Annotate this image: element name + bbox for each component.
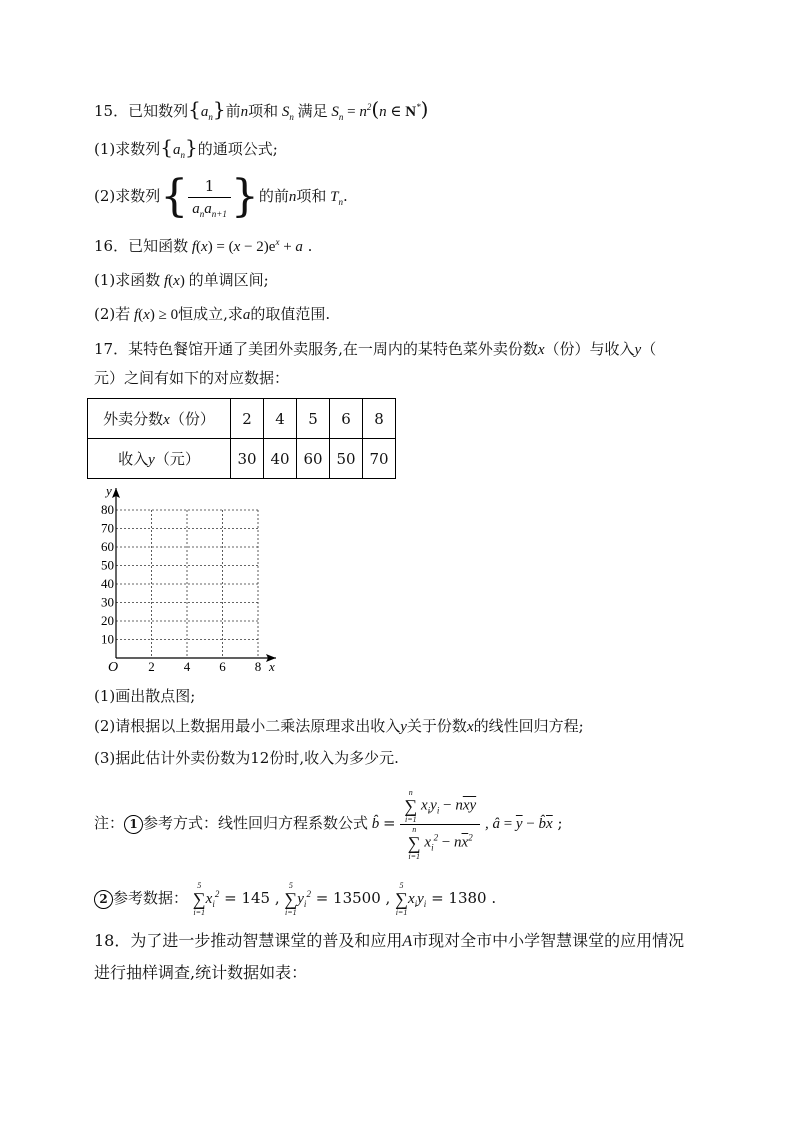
q16-statement: 16．已知函数 $f(x) = (x - 2)e^x + a$ . bbox=[94, 237, 313, 255]
table-cell: 2 bbox=[231, 399, 264, 439]
q17-statement-line2: 元）之间有如下的对应数据： bbox=[94, 369, 290, 387]
q15-part2: (2)求数列{ $\frac{1}{a_na_{n+1}}$ }的前n项和 $T_n$. bbox=[94, 171, 348, 222]
q17-blank-grid bbox=[96, 483, 286, 673]
q17-part2: (2)请根据以上数据用最小二乘法原理求出收入y关于份数x的线性回归方程; bbox=[94, 717, 584, 735]
y-tick-label: 20 bbox=[101, 613, 114, 628]
q17-part1: (1)画出散点图; bbox=[94, 687, 196, 705]
circled-number: 1 bbox=[124, 815, 143, 834]
q17-part3: (3)据此估计外卖份数为12份时,收入为多少元. bbox=[94, 749, 399, 767]
table-cell: 4 bbox=[264, 399, 297, 439]
y-tick-label: 70 bbox=[101, 520, 114, 536]
table-cell: 6 bbox=[330, 399, 363, 439]
table-header-x: 外卖分数x（份） bbox=[88, 399, 231, 439]
y-tick-label: 30 bbox=[101, 594, 114, 610]
table-cell: 8 bbox=[363, 399, 396, 439]
regression-formula: n ∑ i=1 $x_iy_i - n\overline{x}\overline{y}$ n ∑ i=1 $x_i^2 - n\overline{x}^2$ bbox=[400, 788, 480, 861]
q17-statement-line1: 17．某特色餐馆开通了美团外卖服务,在一周内的某特色菜外卖份数x（份）与收入y（ bbox=[94, 340, 657, 358]
q15-part1: (1)求数列$\{a_n\}$的通项公式; bbox=[94, 135, 278, 160]
table-row bbox=[88, 399, 396, 439]
table-cell: 40 bbox=[264, 439, 297, 479]
x-tick-label: 8 bbox=[254, 659, 262, 673]
x-tick-label: 4 bbox=[183, 659, 191, 673]
q17-note1: 注： 1 参考方式：线性回归方程系数公式 b̂ = n ∑ i=1 $x_iy_i - n\overline{x}\overline{y}$ n ∑ i=1 $x_i^2 - n\overline{x}^2$ , â = $\overline{y}$ − $b̂\overline{x}$ ; bbox=[94, 787, 563, 861]
table-cell: 50 bbox=[330, 439, 363, 479]
q18-statement-line2: 进行抽样调查,统计数据如表： bbox=[94, 963, 308, 982]
table-cell: 70 bbox=[363, 439, 396, 479]
table-header-y: 收入y（元） bbox=[88, 439, 231, 479]
q16-part2: (2)若 f(x) ≥ 0恒成立,求a的取值范围. bbox=[94, 305, 331, 323]
table-cell: 5 bbox=[297, 399, 330, 439]
x-tick-label: 6 bbox=[219, 659, 226, 673]
table-cell: 60 bbox=[297, 439, 330, 479]
x-axis-label: x bbox=[269, 659, 275, 673]
table-row bbox=[88, 439, 396, 479]
q17-data-table bbox=[87, 398, 396, 479]
origin-label: O bbox=[108, 660, 119, 673]
q17-note2: 2 参考数据： 5 ∑ $i=1x_i^2 = 145$ , 5 ∑ $i=1y_i^2 = 13500$ , 5 ∑ $i=1x_iy_i = 1380$ . bbox=[94, 878, 496, 919]
y-tick-label: 80 bbox=[101, 502, 114, 517]
q16-part1: (1)求函数 f(x) 的单调区间; bbox=[94, 271, 269, 289]
y-tick-label: 60 bbox=[101, 539, 114, 554]
x-tick-label: 2 bbox=[148, 659, 155, 673]
y-tick-label: 40 bbox=[101, 576, 114, 591]
q18-statement-line1: 18．为了进一步推动智慧课堂的普及和应用A市现对全市中小学智慧课堂的应用情况 bbox=[94, 931, 685, 950]
table-cell: 30 bbox=[231, 439, 264, 479]
circled-number: 2 bbox=[94, 890, 113, 909]
y-axis-label: y bbox=[106, 483, 112, 498]
y-tick-label: 10 bbox=[101, 631, 114, 647]
q15-statement: 15．已知数列$\{a_n\}$前n项和 $S_n$ 满足 $S_n = n^2(n$ ∈ N*) bbox=[94, 97, 429, 122]
q15-number: 15．已知数列 bbox=[94, 102, 189, 120]
y-tick-label: 50 bbox=[101, 557, 114, 573]
